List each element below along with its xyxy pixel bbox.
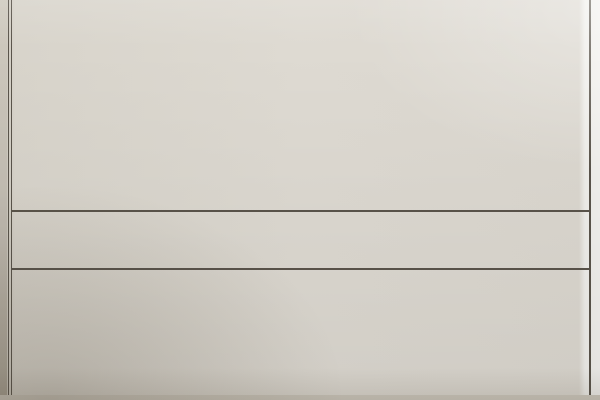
top-text-section (12, 0, 589, 210)
table-frame (8, 0, 591, 395)
scan-bottom-edge (0, 395, 600, 400)
bottom-text-section (12, 270, 589, 395)
category-header-band (12, 210, 589, 270)
scan-left-gutter (0, 0, 7, 400)
